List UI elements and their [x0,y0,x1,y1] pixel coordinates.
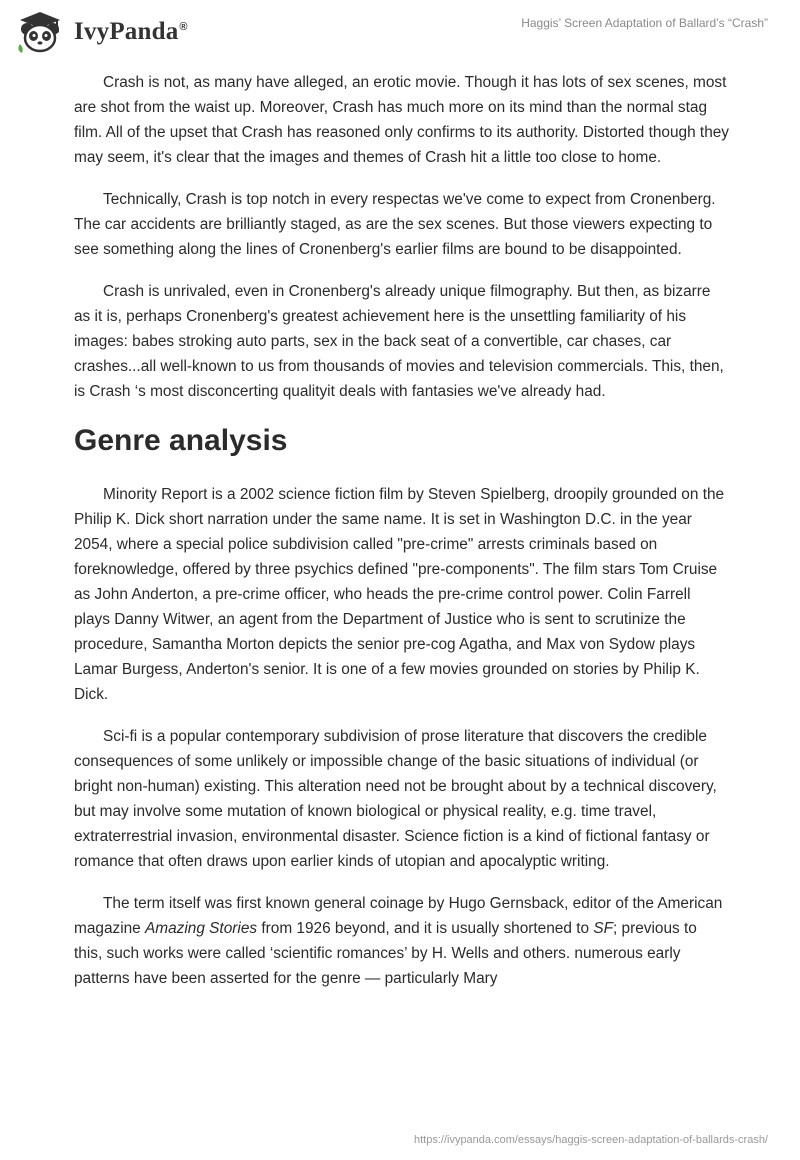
logo-wordmark [74,18,188,46]
page-header [0,0,800,60]
text-run: The term itself was first known general coinage by Hugo Gernsback, editor of the American magazine [74,895,723,937]
paragraph: Crash is not, as many have alleged, an erotic movie. Though it has lots of sex scenes, most are shot from the waist up. Moreover, Crash has much more on its mind than the normal stag film. All of the upset that Crash has reasoned only confirms to its authority. Distorted though they may seem, it's clear that the images and themes of Crash hit a little too close to home. [74,74,730,166]
text-run: from 1926 beyond, and it is usually shortened to [257,920,594,937]
paragraph [74,891,729,991]
paragraph: Minority Report is a 2002 science fiction film by Steven Spielberg, droopily grounded on the Philip K. Dick short narration under the same name. It is set in Washington D.C. in the year 2054, where a special police subdivision called "pre-crime" arrests criminals based on foreknowledge, offered by three psychics defined "pre-components". The film stars Tom Cruise as John Anderton, a pre-crime officer, who heads the pre-crime control power. Colin Farrell plays Danny Witwer, an agent from the Department of Justice who is sent to scrutinize the procedure, Samantha Morton depicts the senior pre-cog Agatha, and Max von Sydow plays Lamar Burgess, Anderton's senior. It is one of a few movies grounded on stories by Philip K. Dick. [74,486,725,703]
text-run: ; previous to this, such works were called ‘scientific romances’ by H. Wells and others. numerous early patterns have been asserted for the genre — particularly Mary [74,920,697,987]
source-url[interactable]: https://ivypanda.com/essays/haggis-screen-adaptation-of-ballards-crash/ [413,1134,768,1146]
abbreviation: SF [593,920,613,937]
essay-body [74,70,729,1008]
document-title: Haggis’ Screen Adaptation of Ballard’s “Crash” [521,16,768,30]
ivypanda-logo[interactable] [14,10,188,54]
magazine-title: Amazing Stories [145,920,258,937]
registered-mark: ® [179,20,188,33]
paragraph: Sci-fi is a popular contemporary subdivision of prose literature that discovers the credible consequences of some unlikely or impossible change of the basic situations of individual (or bright non-human) existing. This alteration need not be brought about by a technical discovery, but may involve some mutation of known biological or physical reality, e.g. time travel, extraterrestrial invasion, environmental disaster. Science fiction is a kind of fictional fantasy or romance that often draws upon earlier kinds of utopian and apocalyptic writing. [74,728,717,870]
logo-text: IvyPanda [74,18,179,45]
paragraph: Technically, Crash is top notch in every respectas we've come to expect from Cronenberg. The car accidents are brilliantly staged, as are the sex scenes. But those viewers expecting to see something along the lines of Cronenberg's earlier films are bound to be disappointed. [74,191,716,258]
paragraph: Crash is unrivaled, even in Cronenberg's already unique filmography. But then, as bizarre as it is, perhaps Cronenberg's greatest achievement here is the unsettling familiarity of his images: babes stroking auto parts, sex in the back seat of a convertible, car chases, car crashes...all well-known to us from thousands of movies and television commercials. This, then, is Crash ‘s most disconcerting qualityit deals with fantasies we've already had. [74,283,724,400]
section-heading: Genre analysis [74,424,288,457]
panda-graduate-icon [14,10,66,54]
